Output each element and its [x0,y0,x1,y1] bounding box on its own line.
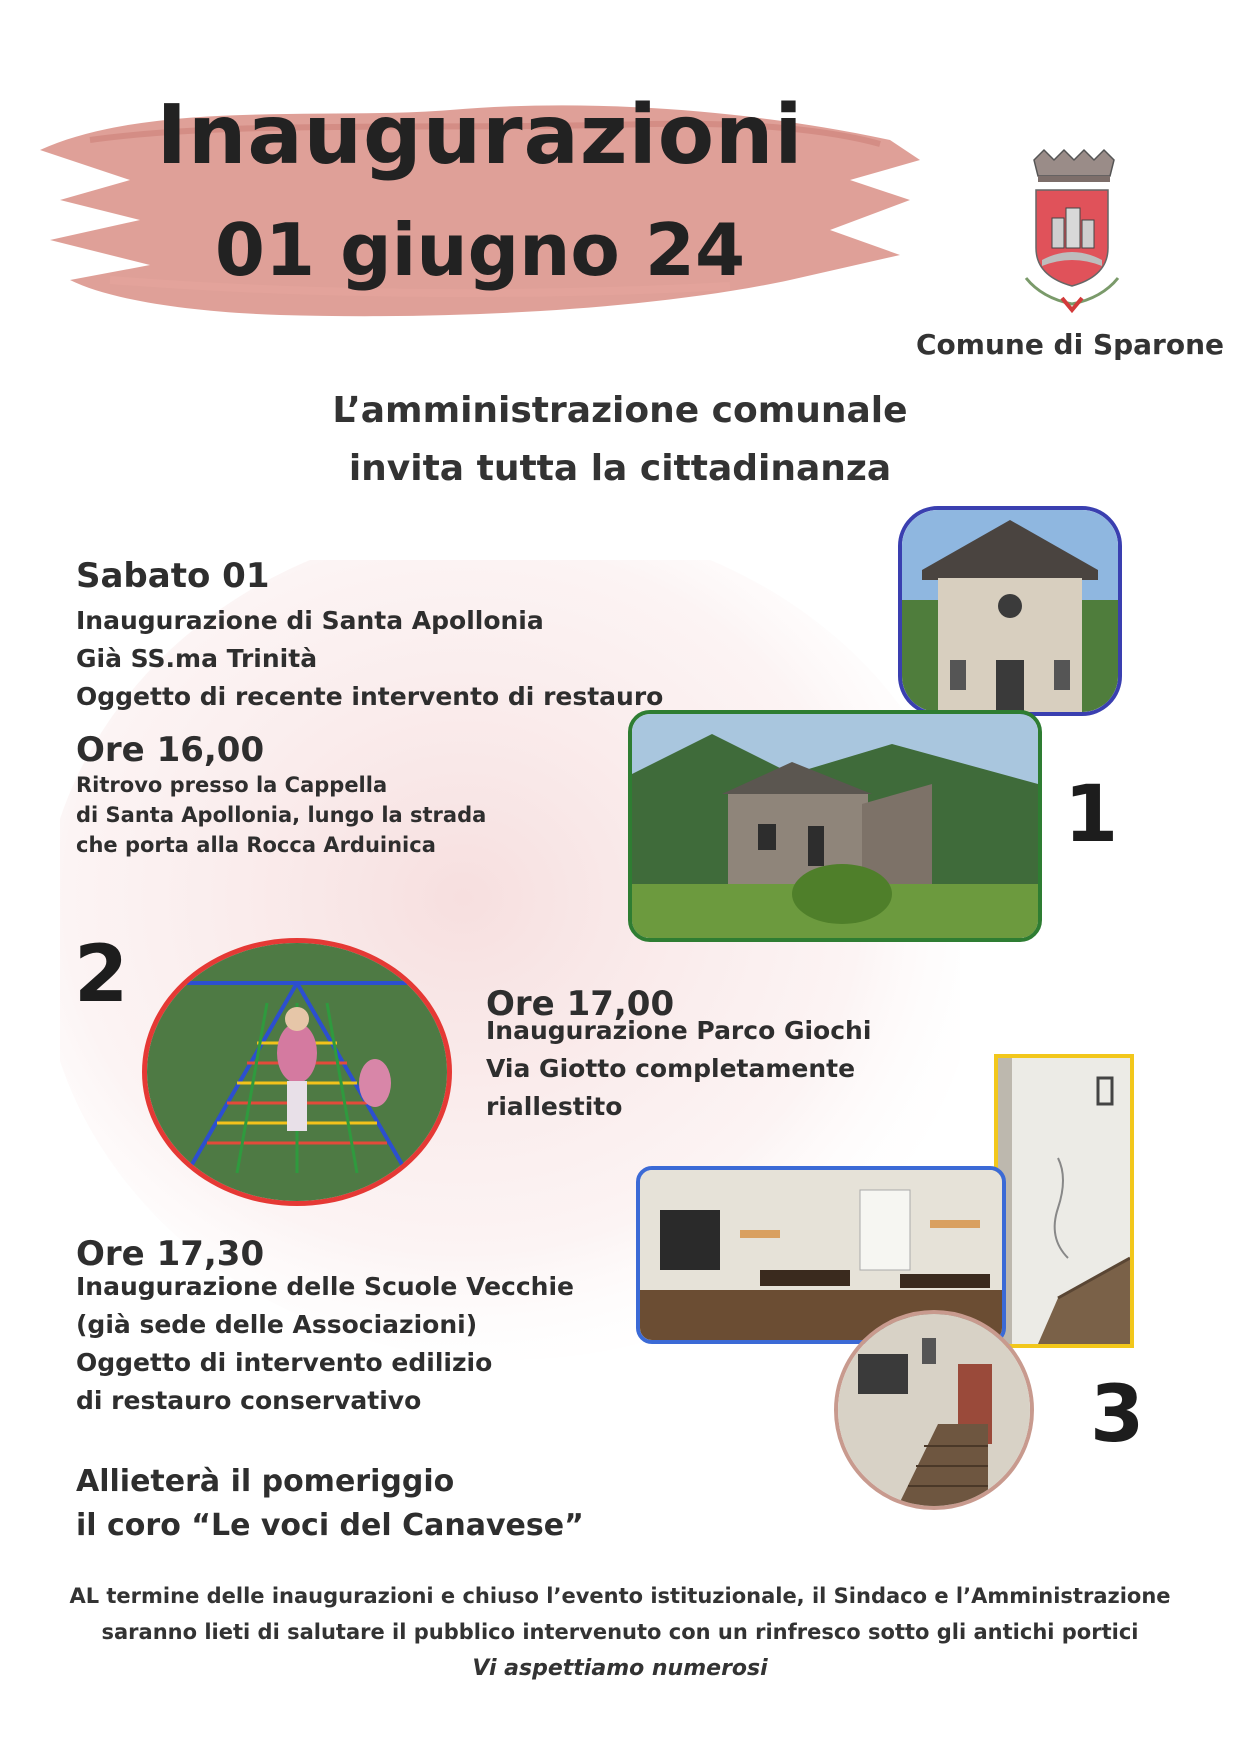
event3-line: (già sede delle Associazioni) [76,1310,478,1339]
playground-photo [142,938,452,1206]
event1-detail-line: che porta alla Rocca Arduinica [76,833,436,857]
chapel-facade-photo [898,506,1122,716]
event3-description [76,1268,574,1420]
event3-line: Inaugurazione delle Scuole Vecchie [76,1272,574,1301]
event1-number: 1 [1064,770,1119,860]
old-school-stairwell-photo [994,1054,1134,1348]
event2-line: Via Giotto completamente [486,1054,856,1083]
event1-details [76,770,486,860]
event1-time: Ore 16,00 [76,730,265,770]
footer-line-2: saranno lieti di salutare il pubblico intervenuto con un rinfresco sotto gli antichi portici [101,1620,1139,1644]
event-date: 01 giugno 24 [214,208,746,292]
event1-line: Già SS.ma Trinità [76,644,318,673]
event1-detail-line: Ritrovo presso la Cappella [76,773,388,797]
invitation-text [0,382,1240,498]
choir-announcement [76,1460,584,1548]
event1-line: Inaugurazione di Santa Apollonia [76,606,544,635]
event1-day: Sabato 01 [76,556,270,596]
event1-line: Oggetto di recente intervento di restauro [76,682,664,711]
event2-time: Ore 17,00 [486,984,675,1024]
event1-description [76,602,663,716]
event2-description [486,1012,871,1126]
invitation-line-2: invita tutta la cittadinanza [348,448,892,489]
event3-line: di restauro conservativo [76,1386,422,1415]
choir-line-2: il coro “Le voci del Canavese” [76,1508,584,1543]
municipality-name: Comune di Sparone [915,328,1225,361]
coat-of-arms-icon [1012,148,1132,318]
event1-detail-line: di Santa Apollonia, lungo la strada [76,803,487,827]
page-title: Inaugurazioni [156,88,804,183]
invitation-line-1: L’amministrazione comunale [332,390,908,431]
event2-line: riallestito [486,1092,623,1121]
footer-note [0,1578,1240,1650]
event2-line: Inaugurazione Parco Giochi [486,1016,872,1045]
event2-number: 2 [74,930,129,1020]
choir-line-1: Allieterà il pomeriggio [76,1464,455,1499]
closing-line: Vi aspettiamo numerosi [472,1656,768,1681]
old-school-hallway-photo [834,1310,1034,1510]
footer-line-1: AL termine delle inaugurazioni e chiuso l’evento istituzionale, il Sindaco e l’Amministrazione [69,1584,1171,1608]
event3-time: Ore 17,30 [76,1234,265,1274]
chapel-santa-apollonia-photo [628,710,1042,942]
event3-number: 3 [1090,1370,1145,1460]
event3-line: Oggetto di intervento edilizio [76,1348,493,1377]
